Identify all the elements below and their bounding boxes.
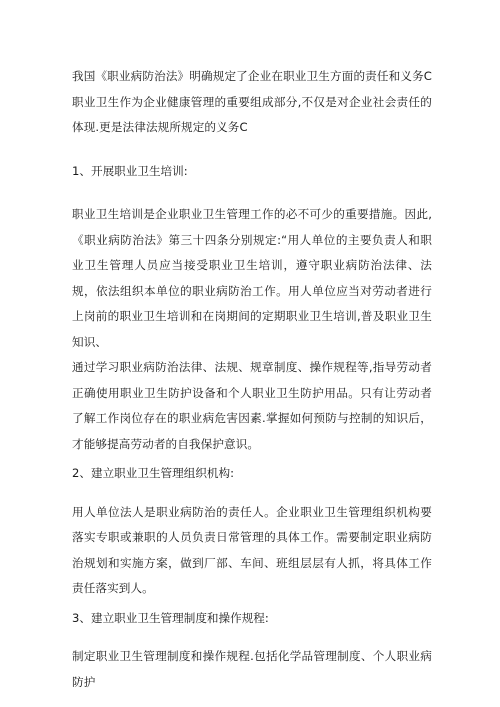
section-3-paragraph: 制定职业卫生管理制度和操作规程.包括化学品管理制度、个人职业病防护 xyxy=(72,649,432,689)
section-2-heading: 2、建立职业卫生管理组织机构: xyxy=(72,466,235,480)
section-3-heading: 3、建立职业卫生管理制度和操作规程: xyxy=(72,610,269,625)
section-1-paragraph-a: 职业卫生培训是企业职业卫生管理工作的必不可少的重要措施。因此,《职业病防治法》第三十四条分别规定:“用人单位的主要负责人和职业卫生管理人员应当接受职业卫生培训，遵守职业病防治法律、法规，依法组织本单位的职业病防治工作。用人单位应当对劳动者进行上岗前的职业卫生培训和在岗期间的定期职业卫生培训,普及职业卫生知识、 xyxy=(72,207,432,349)
intro-paragraph: 我国《职业病防治法》明确规定了企业在职业卫生方面的责任和义务C职业卫生作为企业健康管理的重要组成部分,不仅是对企业社会责任的体现.更是法律法规所规定的义务C xyxy=(72,69,432,134)
section-1-heading: 1、开展职业卫生培训: xyxy=(72,163,188,178)
section-1-paragraph-b: 通过学习职业病防治法律、法规、规章制度、操作规程等,指导劳动者正确使用职业卫生防护设备和个人职业卫生防护用品。只有让劳动者了解工作岗位存在的职业病危害因素.掌握如何预防与控制的知识后，才能够提高劳动者的自我保护意识。 xyxy=(72,360,432,451)
section-2-paragraph: 用人单位法人是职业病防治的责任人。企业职业卫生管理组织机构要落实专职或兼职的人员负责日常管理的具体工作。需要制定职业病防治规划和实施方案，做到厂部、车间、班组层层有人抓，将具体工作责任落实到人。 xyxy=(72,504,432,595)
